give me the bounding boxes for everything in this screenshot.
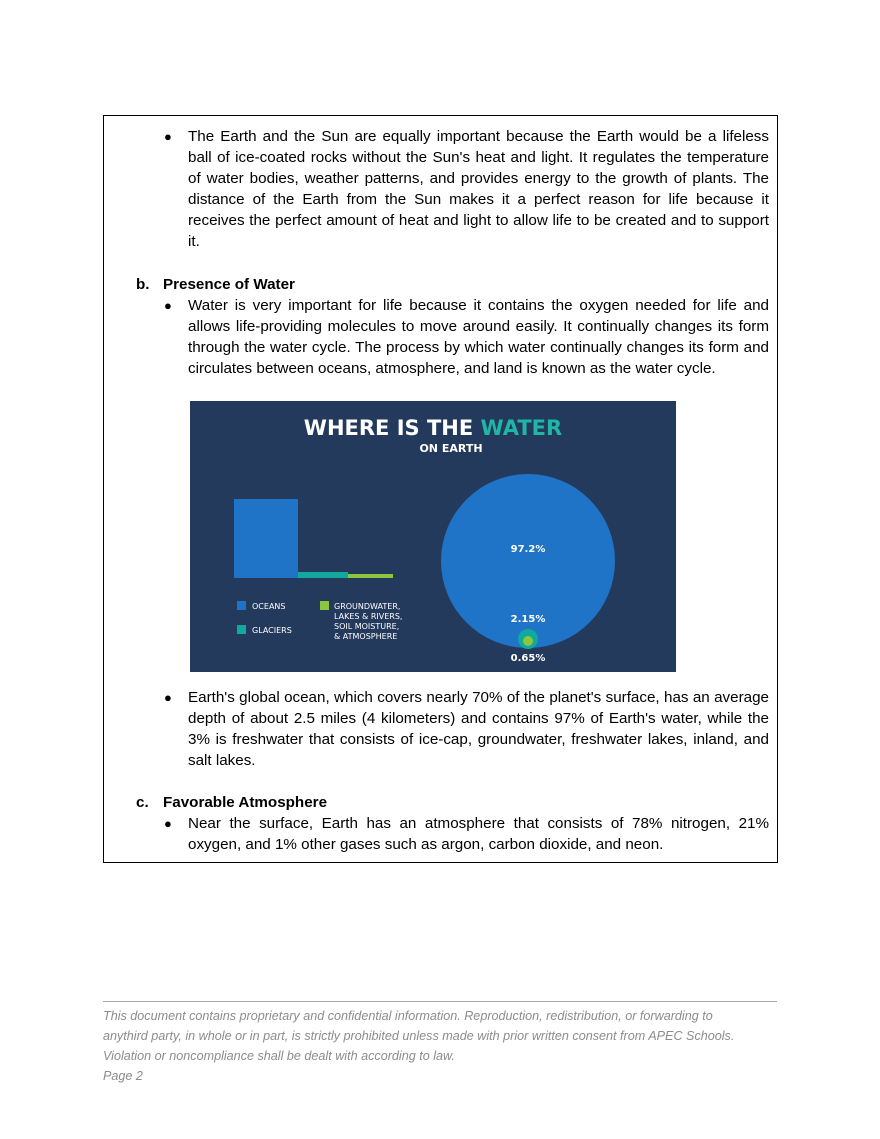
water-distribution-chart: [190, 401, 676, 672]
label-groundwater-percent: 0.65%: [510, 653, 546, 664]
section-c-letter: c.: [136, 794, 149, 811]
section-c-heading: [136, 792, 327, 813]
legend-label-groundwater-1: GROUNDWATER,: [334, 602, 401, 611]
ocean-paragraph: Earth's global ocean, which covers nearly 70% of the planet's surface, has an average depth of about 2.5 miles (4 kilometers) and contains 97% of Earth's water, while the 3% is freshwater that consists of ice-cap, groundwater, freshwater lakes, inland, and salt lakes.: [188, 689, 769, 769]
bar-glaciers: [298, 572, 348, 578]
atmosphere-paragraph: Near the surface, Earth has an atmosphere that consists of 78% nitrogen, 21% oxygen, and 1% other gases such as argon, carbon dioxide, and neon.: [188, 815, 769, 853]
chart-svg: [190, 401, 676, 672]
label-oceans-percent: 97.2%: [510, 544, 546, 555]
footer: [103, 1006, 783, 1086]
section-b-title: Presence of Water: [163, 276, 295, 293]
water-paragraph: Water is very important for life because it contains the oxygen needed for life and allows life-providing molecules to move around easily. It continually changes its form through the water cycle. The process by which water continually changes its form and circulates between oceans, atmosphere, and land is known as the water cycle.: [188, 297, 769, 377]
footer-line-3: Violation or noncompliance shall be dealt with according to law.: [103, 1049, 455, 1063]
label-glaciers-percent: 2.15%: [510, 614, 546, 625]
sun-paragraph: The Earth and the Sun are equally important because the Earth would be a lifeless ball of ice-coated rocks without the Sun's heat and light. It regulates the temperature of water bodies, weather patterns, and provides energy to the growth of plants. The distance of the Earth from the Sun makes it a perfect reason for life because it receives the perfect amount of heat and light to allow life to be created and to support it.: [188, 128, 769, 250]
legend-label-oceans: OCEANS: [252, 602, 286, 611]
chart-subtitle: ON EARTH: [419, 442, 483, 455]
bullet-marker: ●: [164, 690, 172, 705]
chart-title-accent: WATER: [480, 416, 563, 440]
page-number: Page 2: [103, 1069, 143, 1083]
section-c-title: Favorable Atmosphere: [163, 794, 328, 811]
legend-label-groundwater-4: & ATMOSPHERE: [334, 632, 398, 641]
footer-line-2: anythird party, in whole or in part, is strictly prohibited unless made with prior written consent from APEC Schools.: [103, 1029, 735, 1043]
legend-label-groundwater-2: LAKES & RIVERS,: [334, 612, 403, 621]
footer-divider: [103, 1001, 777, 1002]
bullet-marker: ●: [164, 129, 172, 144]
chart-title-part1: WHERE IS THE: [303, 416, 481, 440]
legend-swatch-groundwater: [320, 601, 329, 610]
bullet-marker: ●: [164, 816, 172, 831]
chart-title: [304, 416, 562, 440]
section-b-letter: b.: [136, 276, 150, 293]
section-b-heading: [136, 274, 295, 295]
bar-oceans: [234, 499, 298, 578]
bar-groundwater: [348, 574, 393, 578]
bullet-marker: ●: [164, 298, 172, 313]
footer-line-1: This document contains proprietary and confidential information. Reproduction, redistribution, or forwarding to: [103, 1009, 713, 1023]
legend-label-groundwater-3: SOIL MOISTURE,: [334, 622, 400, 631]
circle-groundwater: [523, 636, 533, 646]
legend-swatch-glaciers: [237, 625, 246, 634]
legend-label-glaciers: GLACIERS: [252, 626, 292, 635]
legend-swatch-oceans: [237, 601, 246, 610]
